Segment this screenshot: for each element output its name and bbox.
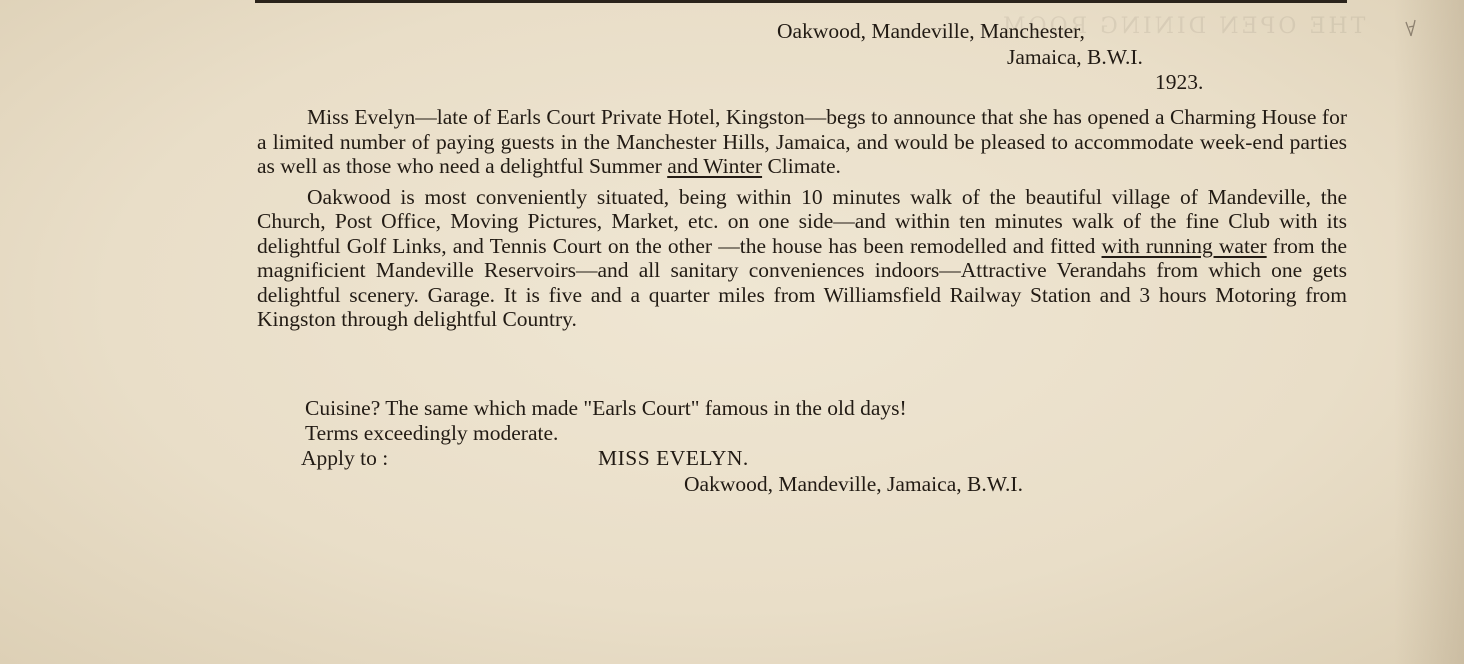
terms-line: Terms exceedingly moderate.: [305, 421, 559, 445]
underlined-phrase-running-water: with running water: [1101, 233, 1267, 258]
paragraph-location-text: Oakwood is most conveniently situated, being within 10 minutes walk of the beautiful village of Mandeville, the Church, Post Office, Moving Pictures, Market, etc. on one side—and within ten minutes walk of the fine Club with its delightful Golf Links, and Tennis Court on the other —the house has been remodelled and fitted: [257, 184, 1347, 258]
address-year: 1923.: [1155, 70, 1204, 94]
top-rule: [255, 0, 1347, 3]
cuisine-line: Cuisine? The same which made "Earls Court" famous in the old days!: [305, 396, 907, 420]
show-through-text: THE OPEN DINING ROOM: [1000, 14, 1366, 39]
apply-label: Apply to :: [301, 446, 389, 470]
paragraph-location-end: from the magnificient Mandeville Reservoirs—and all sanitary conveniences indoors—Attractive Verandahs from which one gets delightful scenery. Garage. It is five and a quarter miles from Williamsfield Railway Station and 3 hours Motoring from Kingston through delightful Country.: [257, 233, 1347, 331]
paragraph-intro-end: Climate.: [762, 154, 841, 178]
page-mark-icon: [1403, 18, 1419, 38]
contact-address: Oakwood, Mandeville, Jamaica, B.W.I.: [684, 472, 1023, 496]
address-line-1: Oakwood, Mandeville, Manchester,: [777, 19, 1085, 43]
paragraph-location: [257, 185, 1347, 332]
address-line-2: Jamaica, B.W.I.: [1007, 45, 1143, 69]
announcement-body: [257, 105, 1347, 332]
paragraph-intro-text: Miss Evelyn—late of Earls Court Private Hotel, Kingston—begs to announce that she has opened a Charming House for a limited number of paying guests in the Manchester Hills, Jamaica, and would be pleased to accommodate week-end parties as well as those who need a delightful Summer: [257, 105, 1347, 178]
page-edge-shadow: [1394, 0, 1464, 664]
underlined-phrase-winter: and Winter: [667, 154, 763, 178]
paragraph-intro: [257, 105, 1347, 179]
contact-name: MISS EVELYN.: [598, 446, 749, 470]
